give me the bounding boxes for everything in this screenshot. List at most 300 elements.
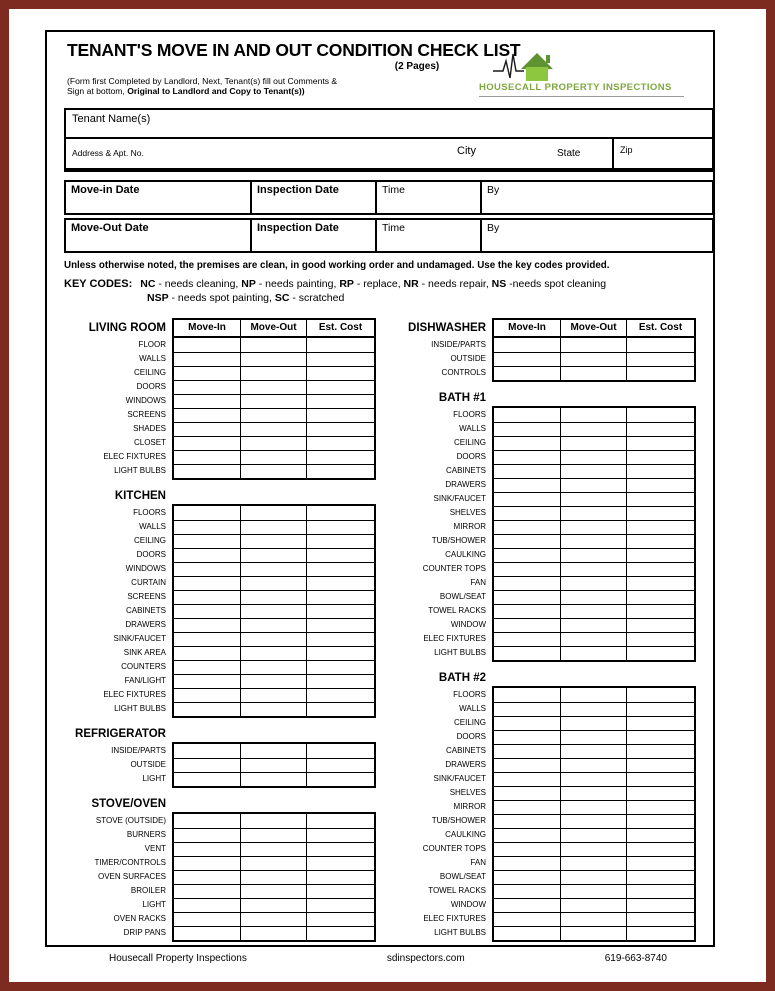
checklist-cell[interactable] <box>306 604 374 618</box>
checklist-cell[interactable] <box>494 632 560 646</box>
checklist-cell[interactable] <box>626 856 694 870</box>
checklist-cell[interactable] <box>560 534 626 548</box>
checklist-cell[interactable] <box>174 576 240 590</box>
checklist-cell[interactable] <box>626 408 694 422</box>
row-label: SINK/FAUCET <box>433 774 486 783</box>
checklist-cell[interactable] <box>560 604 626 618</box>
checklist-cell[interactable] <box>560 590 626 604</box>
checklist-cell[interactable] <box>306 842 374 856</box>
checklist-cell[interactable] <box>560 352 626 366</box>
checklist-cell[interactable] <box>174 674 240 688</box>
checklist-cell[interactable] <box>494 562 560 576</box>
checklist-cell[interactable] <box>240 380 306 394</box>
row-label: COUNTERS <box>121 662 166 671</box>
row-label: INSIDE/PARTS <box>431 340 486 349</box>
section-title: DISHWASHER <box>408 322 486 334</box>
row-label: WALLS <box>139 354 166 363</box>
checklist-cell[interactable] <box>560 730 626 744</box>
checklist-cell[interactable] <box>306 436 374 450</box>
checklist-cell[interactable] <box>306 884 374 898</box>
checklist-section <box>398 318 696 382</box>
row-label: DRIP PANS <box>123 928 166 937</box>
checklist-cell[interactable] <box>494 618 560 632</box>
row-label: DRAWERS <box>445 760 486 769</box>
checklist-cell[interactable] <box>494 856 560 870</box>
checklist-cell[interactable] <box>494 716 560 730</box>
checklist-section <box>47 488 376 718</box>
address-label: Address & Apt. No. <box>72 148 144 158</box>
checklist-cell[interactable] <box>560 912 626 926</box>
checklist-cell[interactable] <box>306 590 374 604</box>
checklist-cell[interactable] <box>626 772 694 786</box>
checklist-cell[interactable] <box>626 366 694 380</box>
checklist-cell[interactable] <box>174 814 240 828</box>
key-code: NR <box>403 278 419 290</box>
move-in-date-cell[interactable] <box>64 180 252 215</box>
checklist-cell[interactable] <box>626 926 694 940</box>
checklist-cell[interactable] <box>306 758 374 772</box>
checklist-cell[interactable] <box>560 548 626 562</box>
checklist-cell[interactable] <box>560 786 626 800</box>
checklist-cell[interactable] <box>306 898 374 912</box>
logo-divider <box>479 96 684 97</box>
checklist-cell[interactable] <box>626 422 694 436</box>
checklist-cell[interactable] <box>240 828 306 842</box>
checklist-cell[interactable] <box>240 590 306 604</box>
checklist-cell[interactable] <box>240 674 306 688</box>
checklist-cell[interactable] <box>306 576 374 590</box>
checklist-cell[interactable] <box>560 562 626 576</box>
checklist-cell[interactable] <box>494 884 560 898</box>
checklist-cell[interactable] <box>494 590 560 604</box>
checklist-cell[interactable] <box>626 814 694 828</box>
key-codes-line2: NSP - needs spot painting, SC - scratched <box>147 292 345 304</box>
checklist-cell[interactable] <box>174 870 240 884</box>
checklist-cell[interactable] <box>240 884 306 898</box>
key-code: NP <box>241 278 256 290</box>
checklist-cell[interactable] <box>626 562 694 576</box>
checklist-cell[interactable] <box>306 338 374 352</box>
inspection-date-cell[interactable] <box>250 180 377 215</box>
checklist-cell[interactable] <box>560 814 626 828</box>
checklist-cell[interactable] <box>306 366 374 380</box>
checklist-cell[interactable] <box>240 450 306 464</box>
checklist-cell[interactable] <box>306 926 374 940</box>
checklist-cell[interactable] <box>306 870 374 884</box>
checklist-cell[interactable] <box>240 660 306 674</box>
checklist-cell[interactable] <box>174 520 240 534</box>
checklist-cell[interactable] <box>174 352 240 366</box>
checklist-cell[interactable] <box>560 772 626 786</box>
checklist-cell[interactable] <box>174 828 240 842</box>
checklist-cell[interactable] <box>494 772 560 786</box>
checklist-cell[interactable] <box>560 520 626 534</box>
checklist-cell[interactable] <box>626 478 694 492</box>
checklist-cell[interactable] <box>174 772 240 786</box>
checklist-cell[interactable] <box>306 548 374 562</box>
checklist-cell[interactable] <box>306 352 374 366</box>
key-codes-line1-row <box>64 277 713 291</box>
row-label: CABINETS <box>125 606 166 615</box>
tenant-names-field[interactable] <box>66 110 712 139</box>
checklist-cell[interactable] <box>240 646 306 660</box>
checklist-cell[interactable] <box>560 926 626 940</box>
checklist-cell[interactable] <box>174 366 240 380</box>
checklist-cell[interactable] <box>494 870 560 884</box>
checklist-cell[interactable] <box>306 408 374 422</box>
checklist-cell[interactable] <box>240 464 306 478</box>
checklist-cell[interactable] <box>626 604 694 618</box>
checklist-cell[interactable] <box>494 926 560 940</box>
checklist-cell[interactable] <box>494 730 560 744</box>
checklist-cell[interactable] <box>626 352 694 366</box>
checklist-cell[interactable] <box>306 856 374 870</box>
checklist-cell[interactable] <box>560 618 626 632</box>
section-title: BATH #1 <box>438 392 486 404</box>
checklist-cell[interactable] <box>240 548 306 562</box>
checklist-cell[interactable] <box>494 338 560 352</box>
checklist-cell[interactable] <box>240 744 306 758</box>
checklist-cell[interactable] <box>626 884 694 898</box>
row-label: SHADES <box>133 424 166 433</box>
checklist-cell[interactable] <box>174 450 240 464</box>
move-in-row <box>64 180 714 215</box>
row-label: CABINETS <box>445 466 486 475</box>
checklist-cell[interactable] <box>560 884 626 898</box>
checklist-cell[interactable] <box>494 702 560 716</box>
checklist-cell[interactable] <box>626 870 694 884</box>
checklist-cell[interactable] <box>494 842 560 856</box>
checklist-cell[interactable] <box>626 534 694 548</box>
checklist-cell[interactable] <box>174 856 240 870</box>
key-codes-label: KEY CODES: <box>64 278 133 290</box>
checklist-cell[interactable] <box>560 758 626 772</box>
page-title: TENANT'S MOVE IN AND OUT CONDITION CHECK LIST <box>67 40 521 60</box>
checklist-cell[interactable] <box>626 590 694 604</box>
checklist-cell[interactable] <box>494 506 560 520</box>
checklist-cell[interactable] <box>560 366 626 380</box>
checklist-cell[interactable] <box>174 394 240 408</box>
checklist-cell[interactable] <box>174 436 240 450</box>
by-cell[interactable] <box>480 218 714 253</box>
checklist-cell[interactable] <box>626 632 694 646</box>
checklist-cell[interactable] <box>560 478 626 492</box>
section-title: LIVING ROOM <box>88 322 166 334</box>
row-label: INSIDE/PARTS <box>111 746 166 755</box>
row-label: FLOOR <box>138 340 166 349</box>
checklist-cell[interactable] <box>240 520 306 534</box>
checklist-cell[interactable] <box>494 744 560 758</box>
checklist-cell[interactable] <box>240 842 306 856</box>
column-header: Move-Out <box>560 320 626 336</box>
checklist-cell[interactable] <box>560 856 626 870</box>
checklist-cell[interactable] <box>306 646 374 660</box>
checklist-cell[interactable] <box>560 716 626 730</box>
inspection-date-cell[interactable] <box>250 218 377 253</box>
checklist-cell[interactable] <box>174 422 240 436</box>
checklist-cell[interactable] <box>306 814 374 828</box>
checklist-cell[interactable] <box>560 492 626 506</box>
checklist-cell[interactable] <box>240 618 306 632</box>
checklist-cell[interactable] <box>626 898 694 912</box>
checklist-cell[interactable] <box>240 604 306 618</box>
by-cell[interactable] <box>480 180 714 215</box>
checklist-cell[interactable] <box>240 506 306 520</box>
checklist-cell[interactable] <box>240 352 306 366</box>
checklist-cell[interactable] <box>560 828 626 842</box>
row-label: CURTAIN <box>131 578 166 587</box>
checklist-cell[interactable] <box>174 618 240 632</box>
row-label: WALLS <box>139 522 166 531</box>
checklist-cell[interactable] <box>240 394 306 408</box>
row-label: LIGHT BULBS <box>434 928 486 937</box>
checklist-cell[interactable] <box>626 688 694 702</box>
checklist-cell[interactable] <box>494 828 560 842</box>
page-footer <box>45 953 715 964</box>
checklist-cell[interactable] <box>240 632 306 646</box>
checklist-cell[interactable] <box>306 688 374 702</box>
checklist-cell[interactable] <box>494 478 560 492</box>
checklist-cell[interactable] <box>174 688 240 702</box>
checklist-cell[interactable] <box>626 548 694 562</box>
checklist-cell[interactable] <box>626 702 694 716</box>
checklist-cell[interactable] <box>240 898 306 912</box>
checklist-cell[interactable] <box>626 758 694 772</box>
checklist-cell[interactable] <box>174 604 240 618</box>
checklist-cell[interactable] <box>306 828 374 842</box>
row-label: CAULKING <box>445 830 486 839</box>
checklist-cell[interactable] <box>494 492 560 506</box>
checklist-cell[interactable] <box>174 758 240 772</box>
checklist-cell[interactable] <box>560 800 626 814</box>
time-label: Time <box>382 184 405 196</box>
checklist-cell[interactable] <box>560 842 626 856</box>
move-out-date-cell[interactable] <box>64 218 252 253</box>
checklist-cell[interactable] <box>494 786 560 800</box>
row-label: FLOORS <box>453 690 486 699</box>
checklist-cell[interactable] <box>494 688 560 702</box>
checklist-cell[interactable] <box>626 338 694 352</box>
key-code: RP <box>339 278 354 290</box>
checklist-cell[interactable] <box>240 926 306 940</box>
tenant-info-table <box>64 108 714 172</box>
checklist-cell[interactable] <box>174 548 240 562</box>
checklist-cell[interactable] <box>560 422 626 436</box>
checklist-cell[interactable] <box>626 912 694 926</box>
checklist-cell[interactable] <box>306 394 374 408</box>
checklist-cell[interactable] <box>560 576 626 590</box>
checklist-cell[interactable] <box>174 534 240 548</box>
checklist-cell[interactable] <box>306 632 374 646</box>
checklist-cell[interactable] <box>560 506 626 520</box>
checklist-cell[interactable] <box>306 506 374 520</box>
by-label: By <box>487 222 500 234</box>
form-page <box>45 30 715 947</box>
checklist-cell[interactable] <box>306 464 374 478</box>
checklist-cell[interactable] <box>494 800 560 814</box>
checklist-cell[interactable] <box>560 646 626 660</box>
checklist-cell[interactable] <box>306 562 374 576</box>
section-title: BATH #2 <box>438 672 486 684</box>
checklist-cell[interactable] <box>626 492 694 506</box>
checklist-cell[interactable] <box>306 520 374 534</box>
checklist-cell[interactable] <box>560 898 626 912</box>
column-header: Est. Cost <box>306 320 374 336</box>
inspection-date-label: Inspection Date <box>257 222 339 234</box>
checklist-cell[interactable] <box>494 814 560 828</box>
row-label: BOWL/SEAT <box>439 592 486 601</box>
row-label: TUB/SHOWER <box>431 536 486 545</box>
row-label: SINK/FAUCET <box>433 494 486 503</box>
checklist-cell[interactable] <box>174 632 240 646</box>
checklist-cell[interactable] <box>494 366 560 380</box>
time-cell[interactable] <box>375 180 482 215</box>
checklist-cell[interactable] <box>240 772 306 786</box>
by-label: By <box>487 184 500 196</box>
checklist-cell[interactable] <box>494 352 560 366</box>
checklist-cell[interactable] <box>626 450 694 464</box>
checklist-cell[interactable] <box>240 870 306 884</box>
checklist-cell[interactable] <box>494 604 560 618</box>
checklist-cell[interactable] <box>626 716 694 730</box>
checklist-cell[interactable] <box>494 520 560 534</box>
row-label: FAN/LIGHT <box>124 676 166 685</box>
checklist-cell[interactable] <box>626 464 694 478</box>
checklist-cell[interactable] <box>306 702 374 716</box>
footer-phone: 619-663-8740 <box>604 953 667 964</box>
pages-note: (2 Pages) <box>394 61 440 72</box>
checklist-cell[interactable] <box>174 926 240 940</box>
checklist-cell[interactable] <box>560 744 626 758</box>
checklist-cell[interactable] <box>626 842 694 856</box>
checklist-cell[interactable] <box>560 688 626 702</box>
row-label: OVEN SURFACES <box>97 872 166 881</box>
time-cell[interactable] <box>375 218 482 253</box>
checklist-cell[interactable] <box>240 366 306 380</box>
checklist-cell[interactable] <box>560 408 626 422</box>
checklist-cell[interactable] <box>560 450 626 464</box>
checklist-cell[interactable] <box>560 702 626 716</box>
address-field[interactable] <box>66 139 712 168</box>
section-title: KITCHEN <box>114 490 166 502</box>
checklist-cell[interactable] <box>494 422 560 436</box>
footer-company: Housecall Property Inspections <box>109 953 247 964</box>
checklist-cell[interactable] <box>494 548 560 562</box>
checklist-cell[interactable] <box>240 408 306 422</box>
checklist-cell[interactable] <box>306 534 374 548</box>
checklist-cell[interactable] <box>626 744 694 758</box>
checklist-cell[interactable] <box>626 730 694 744</box>
checklist-cell[interactable] <box>306 660 374 674</box>
checklist-cell[interactable] <box>240 534 306 548</box>
checklist-cell[interactable] <box>626 436 694 450</box>
checklist-cell[interactable] <box>174 898 240 912</box>
checklist-cell[interactable] <box>240 338 306 352</box>
checklist-cell[interactable] <box>560 436 626 450</box>
checklist-cell[interactable] <box>240 758 306 772</box>
checklist-cell[interactable] <box>174 590 240 604</box>
checklist-cell[interactable] <box>560 870 626 884</box>
checklist-cell[interactable] <box>240 436 306 450</box>
checklist-cell[interactable] <box>306 674 374 688</box>
checklist-cell[interactable] <box>174 660 240 674</box>
checklist-cell[interactable] <box>306 380 374 394</box>
section-title: REFRIGERATOR <box>75 728 166 740</box>
checklist-cell[interactable] <box>174 338 240 352</box>
checklist-cell[interactable] <box>174 884 240 898</box>
checklist-cell[interactable] <box>626 786 694 800</box>
checklist-cell[interactable] <box>494 464 560 478</box>
checklist-cell[interactable] <box>494 436 560 450</box>
checklist-cell[interactable] <box>494 898 560 912</box>
row-label: BROILER <box>130 886 166 895</box>
column-header: Move-Out <box>240 320 306 336</box>
checklist-cell[interactable] <box>560 632 626 646</box>
checklist-cell[interactable] <box>174 646 240 660</box>
checklist-cell[interactable] <box>174 408 240 422</box>
checklist-cell[interactable] <box>174 912 240 926</box>
checklist-cell[interactable] <box>240 422 306 436</box>
checklist-cell[interactable] <box>626 618 694 632</box>
row-label: BOWL/SEAT <box>439 872 486 881</box>
checklist-cell[interactable] <box>240 702 306 716</box>
checklist-cell[interactable] <box>560 464 626 478</box>
move-out-date-label: Move-Out Date <box>71 222 149 234</box>
key-code: NC <box>140 278 156 290</box>
checklist-cell[interactable] <box>306 772 374 786</box>
city-label: City <box>457 145 476 157</box>
checklist-cell[interactable] <box>174 562 240 576</box>
checklist-cell[interactable] <box>174 464 240 478</box>
checklist-cell[interactable] <box>494 450 560 464</box>
checklist-cell[interactable] <box>174 506 240 520</box>
checklist-cell[interactable] <box>306 450 374 464</box>
checklist-cell[interactable] <box>494 912 560 926</box>
checklist-cell[interactable] <box>306 618 374 632</box>
checklist-cell[interactable] <box>240 912 306 926</box>
checklist-cell[interactable] <box>626 576 694 590</box>
checklist-cell[interactable] <box>306 422 374 436</box>
row-label: CLOSET <box>133 438 166 447</box>
checklist-cell[interactable] <box>306 912 374 926</box>
checklist-cell[interactable] <box>240 856 306 870</box>
footer-website: sdinspectors.com <box>386 953 465 964</box>
checklist-cell[interactable] <box>240 814 306 828</box>
checklist-cell[interactable] <box>240 562 306 576</box>
checklist-cell[interactable] <box>626 646 694 660</box>
checklist-cell[interactable] <box>174 380 240 394</box>
checklist-cell[interactable] <box>494 534 560 548</box>
checklist-cell[interactable] <box>626 520 694 534</box>
checklist-cell[interactable] <box>174 744 240 758</box>
checklist-cell[interactable] <box>626 828 694 842</box>
checklist-cell[interactable] <box>626 800 694 814</box>
checklist-cell[interactable] <box>174 702 240 716</box>
row-label: FLOORS <box>133 508 166 517</box>
checklist-cell[interactable] <box>174 842 240 856</box>
key-code: NSP <box>147 292 169 304</box>
instructions-line1: (Form first Completed by Landlord, Next, Tenant(s) fill out Comments & <box>67 76 338 86</box>
checklist-cell[interactable] <box>626 506 694 520</box>
checklist-cell[interactable] <box>494 758 560 772</box>
checklist-cell[interactable] <box>494 576 560 590</box>
checklist-cell[interactable] <box>240 688 306 702</box>
checklist-cell[interactable] <box>560 338 626 352</box>
checklist-cell[interactable] <box>306 744 374 758</box>
checklist-cell[interactable] <box>494 408 560 422</box>
checklist-cell[interactable] <box>240 576 306 590</box>
checklist-cell[interactable] <box>494 646 560 660</box>
